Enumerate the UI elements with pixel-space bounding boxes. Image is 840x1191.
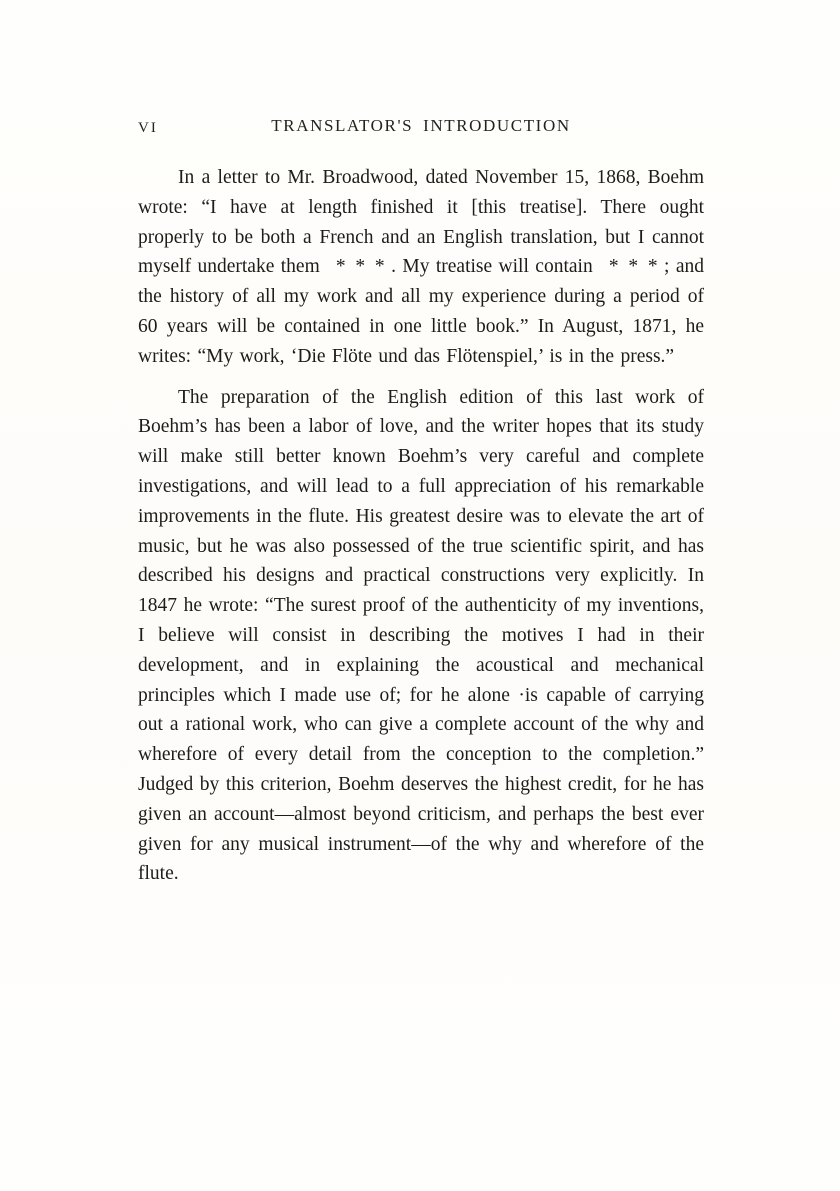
running-header: [138, 116, 704, 140]
page-number: VI: [138, 120, 158, 136]
chapter-running-title: TRANSLATOR'S INTRODUCTION: [271, 116, 571, 135]
paragraph: The preparation of the English edition of this last work of Boehm’s has been a labor of love, and the writer hopes that its study will make still better known Boehm’s very careful and complete investigations, and will lead to a full appreciation of his remarkable improvements in the flute. His greatest desire was to elevate the art of music, but he was also possessed of the true scientific spirit, and has described his designs and practical constructions very explicitly. In 1847 he wrote: “The surest proof of the authenticity of my inventions, I believe will consist in describing the motives I had in their development, and in explaining the acoustical and mechanical principles which I made use of; for he alone ·is capable of carrying out a rational work, who can give a complete account of the why and wherefore of every detail from the conception to the completion.” Judged by this criterion, Boehm deserves the highest credit, for he has given an account—almost beyond criticism, and perhaps the best ever given for any musical instrument—of the why and wherefore of the flute.: [138, 386, 704, 885]
paragraph: In a letter to Mr. Broadwood, dated November 15, 1868, Boehm wrote: “I have at length finished it [this treatise]. There ought properly to be both a French and an English translation, but I cannot myself undertake them * * * . My treatise will contain * * * ; and the history of all my work and all my experience during a period of 60 years will be contained in one little book.” In August, 1871, he writes: “My work, ‘Die Flöte und das Flötenspiel,’ is in the press.”: [138, 167, 704, 367]
body-text: [138, 163, 704, 889]
